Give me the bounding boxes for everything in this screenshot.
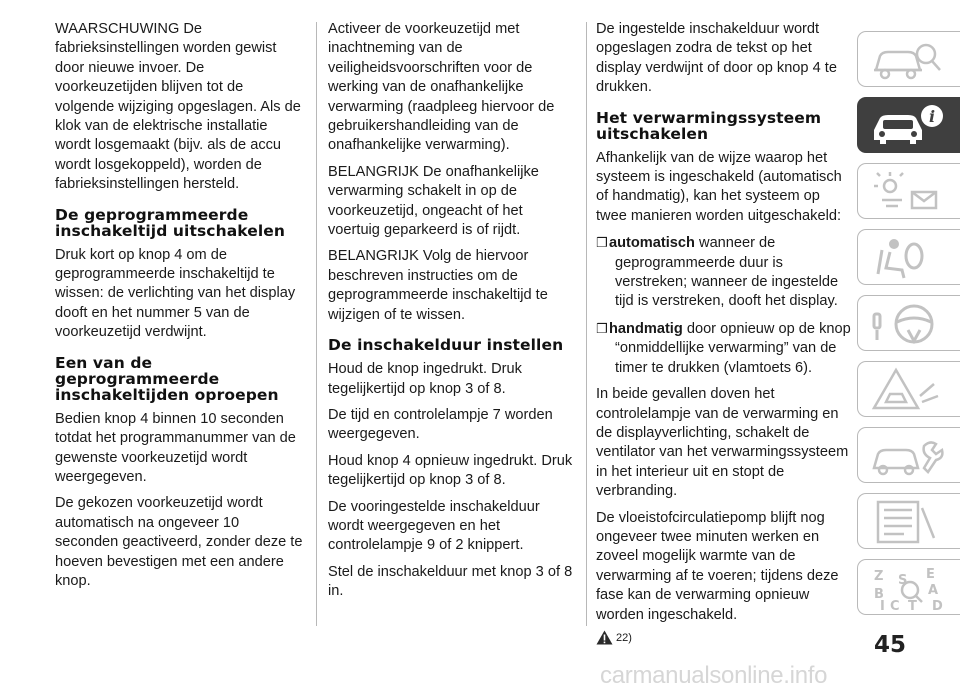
text-column-1 bbox=[55, 20, 305, 598]
index-letter: B bbox=[874, 587, 884, 602]
index-letter: I bbox=[880, 599, 885, 612]
index-letter: E bbox=[926, 567, 935, 582]
chapter-tabs bbox=[857, 31, 960, 625]
tab-steering-wheel[interactable] bbox=[857, 295, 960, 351]
index-letter: A bbox=[928, 583, 939, 598]
bullet-text: wanneer de geprogrammeerde duur is verstreken; wanneer de ingestelde tijd is verstreken, dooft het display. bbox=[615, 235, 839, 310]
car-info-icon bbox=[868, 102, 948, 150]
tab-car-wrench[interactable] bbox=[857, 427, 960, 483]
paragraph: De vooringestelde inschakelduur wordt weergegeven en het controlelampje 9 of 2 knippert. bbox=[328, 498, 540, 554]
index-letter: C bbox=[890, 599, 900, 612]
tab-car-search[interactable] bbox=[857, 31, 960, 87]
tab-warning-car[interactable] bbox=[857, 361, 960, 417]
bullet-term: automatisch bbox=[609, 235, 695, 252]
paragraph: De gekozen voorkeuzetijd wordt automatisch na ongeveer 10 seconden geactiveerd, zonder deze te hoeven bevestigen met een andere knop. bbox=[55, 495, 303, 589]
paragraph: Afhankelijk van de wijze waarop het systeem is ingeschakeld (automatisch of handmatig), kan het systeem op twee manieren worden uitgeschakeld: bbox=[596, 149, 842, 224]
paragraph: Bedien knop 4 binnen 10 seconden totdat het programmanummer van de gewenste voorkeuzetijd wordt weergegeven. bbox=[55, 410, 296, 485]
section-heading: De inschakelduur instellen bbox=[328, 336, 564, 355]
paragraph: De ingestelde inschakelduur wordt opgeslagen zodra de tekst op het display verdwijnt of door op knop 4 te drukken. bbox=[596, 21, 837, 96]
warning-reference bbox=[596, 630, 851, 645]
paragraph: In beide gevallen doven het controlelampje van de verwarming en de displayverlichting, schakelt de ventilator van het verwarmingssysteem in het interieur uit en stopt de verbranding. bbox=[596, 386, 849, 500]
checkbox-bullet-icon: ❒ bbox=[596, 320, 608, 336]
paragraph: Stel de inschakelduur met knop 3 of 8 in. bbox=[328, 563, 573, 600]
warning-triangle-car-icon bbox=[868, 366, 948, 414]
paragraph: WAARSCHUWING De fabrieksinstellingen worden gewist door nieuwe invoer. De voorkeuzetijden blijven tot de volgende wijziging opgeslagen. Als de klok van de elektrische installatie wordt losgemaakt (bijv. als de accu wordt losgekoppeld), worden de fabrieksinstellingen hersteld. bbox=[55, 21, 301, 193]
paragraph: De tijd en controlelampje 7 worden weergegeven. bbox=[328, 406, 553, 443]
index-letter: Z bbox=[874, 569, 884, 584]
warning-triangle-icon bbox=[596, 630, 613, 645]
watermark: carmanualsonline.info bbox=[600, 662, 828, 686]
section-heading: Een van de geprogrammeerde inschakeltijden oproepen bbox=[55, 353, 279, 404]
airbag-seat-icon bbox=[868, 234, 948, 282]
column-divider bbox=[586, 22, 587, 626]
index-letter: S bbox=[898, 573, 908, 588]
text-column-3 bbox=[596, 20, 851, 645]
tab-airbag-seat[interactable] bbox=[857, 229, 960, 285]
paragraph: BELANGRIJK Volg de hiervoor beschreven instructies om de geprogrammeerde inschakeltijd te wijzigen of te wissen. bbox=[328, 248, 548, 323]
paragraph: Houd de knop ingedrukt. Druk tegelijkertijd op knop 3 of 8. bbox=[328, 361, 522, 397]
tab-car-info[interactable] bbox=[857, 97, 960, 153]
paragraph: De vloeistofcirculatiepomp blijft nog ongeveer twee minuten werken en zoveel mogelijk warmte van de verwarming af te voeren; tijdens deze fase kan de verwarming opnieuw worden ingeschakeld. bbox=[596, 509, 839, 623]
checkbox-bullet-icon: ❒ bbox=[596, 235, 608, 251]
bullet-text: door opnieuw op de knop “onmiddellijke verwarming” van de timer te drukken (vlamtoets 6). bbox=[615, 320, 851, 376]
svg-text:i: i bbox=[928, 107, 936, 126]
column-divider bbox=[316, 22, 317, 626]
bullet-item bbox=[596, 233, 851, 312]
paragraph: Activeer de voorkeuzetijd met inachtneming van de veiligheidsvoorschriften voor de werking van de onafhankelijke verwarming (raadpleeg hiervoor de gebruikershandleiding van de onafhankelijke verwarming). bbox=[328, 21, 555, 154]
alphabet-index-icon bbox=[868, 564, 948, 612]
tab-dashboard-lights[interactable] bbox=[857, 163, 960, 219]
dashboard-lights-icon bbox=[868, 168, 948, 216]
car-search-icon bbox=[868, 36, 948, 84]
page-number: 45 bbox=[874, 632, 907, 658]
bullet-term: handmatig bbox=[609, 320, 683, 337]
car-wrench-icon bbox=[868, 432, 948, 480]
specs-list-icon bbox=[868, 498, 948, 546]
section-heading: Het verwarmingssysteem uitschakelen bbox=[596, 108, 822, 143]
paragraph: Druk kort op knop 4 om de geprogrammeerde inschakeltijd te wissen: de verlichting van het display dooft en het nummer 5 van de voorkeuzetijd verdwijnt. bbox=[55, 246, 296, 341]
warning-ref-number: 22) bbox=[616, 631, 632, 644]
text-column-2 bbox=[328, 20, 578, 609]
index-letter: D bbox=[932, 599, 943, 612]
paragraph: BELANGRIJK De onafhankelijke verwarming schakelt in op de voorkeuzetijd, ongeacht of het voertuig geparkeerd is of rijdt. bbox=[328, 163, 539, 239]
tab-specs-list[interactable] bbox=[857, 493, 960, 549]
index-letter: T bbox=[908, 599, 917, 612]
bullet-item bbox=[596, 319, 851, 378]
tab-alphabet-index[interactable] bbox=[857, 559, 960, 615]
paragraph: Houd knop 4 opnieuw ingedrukt. Druk tegelijkertijd op knop 3 of 8. bbox=[328, 452, 573, 489]
steering-wheel-icon bbox=[868, 300, 948, 348]
section-heading: De geprogrammeerde inschakeltijd uitschakelen bbox=[55, 205, 286, 240]
